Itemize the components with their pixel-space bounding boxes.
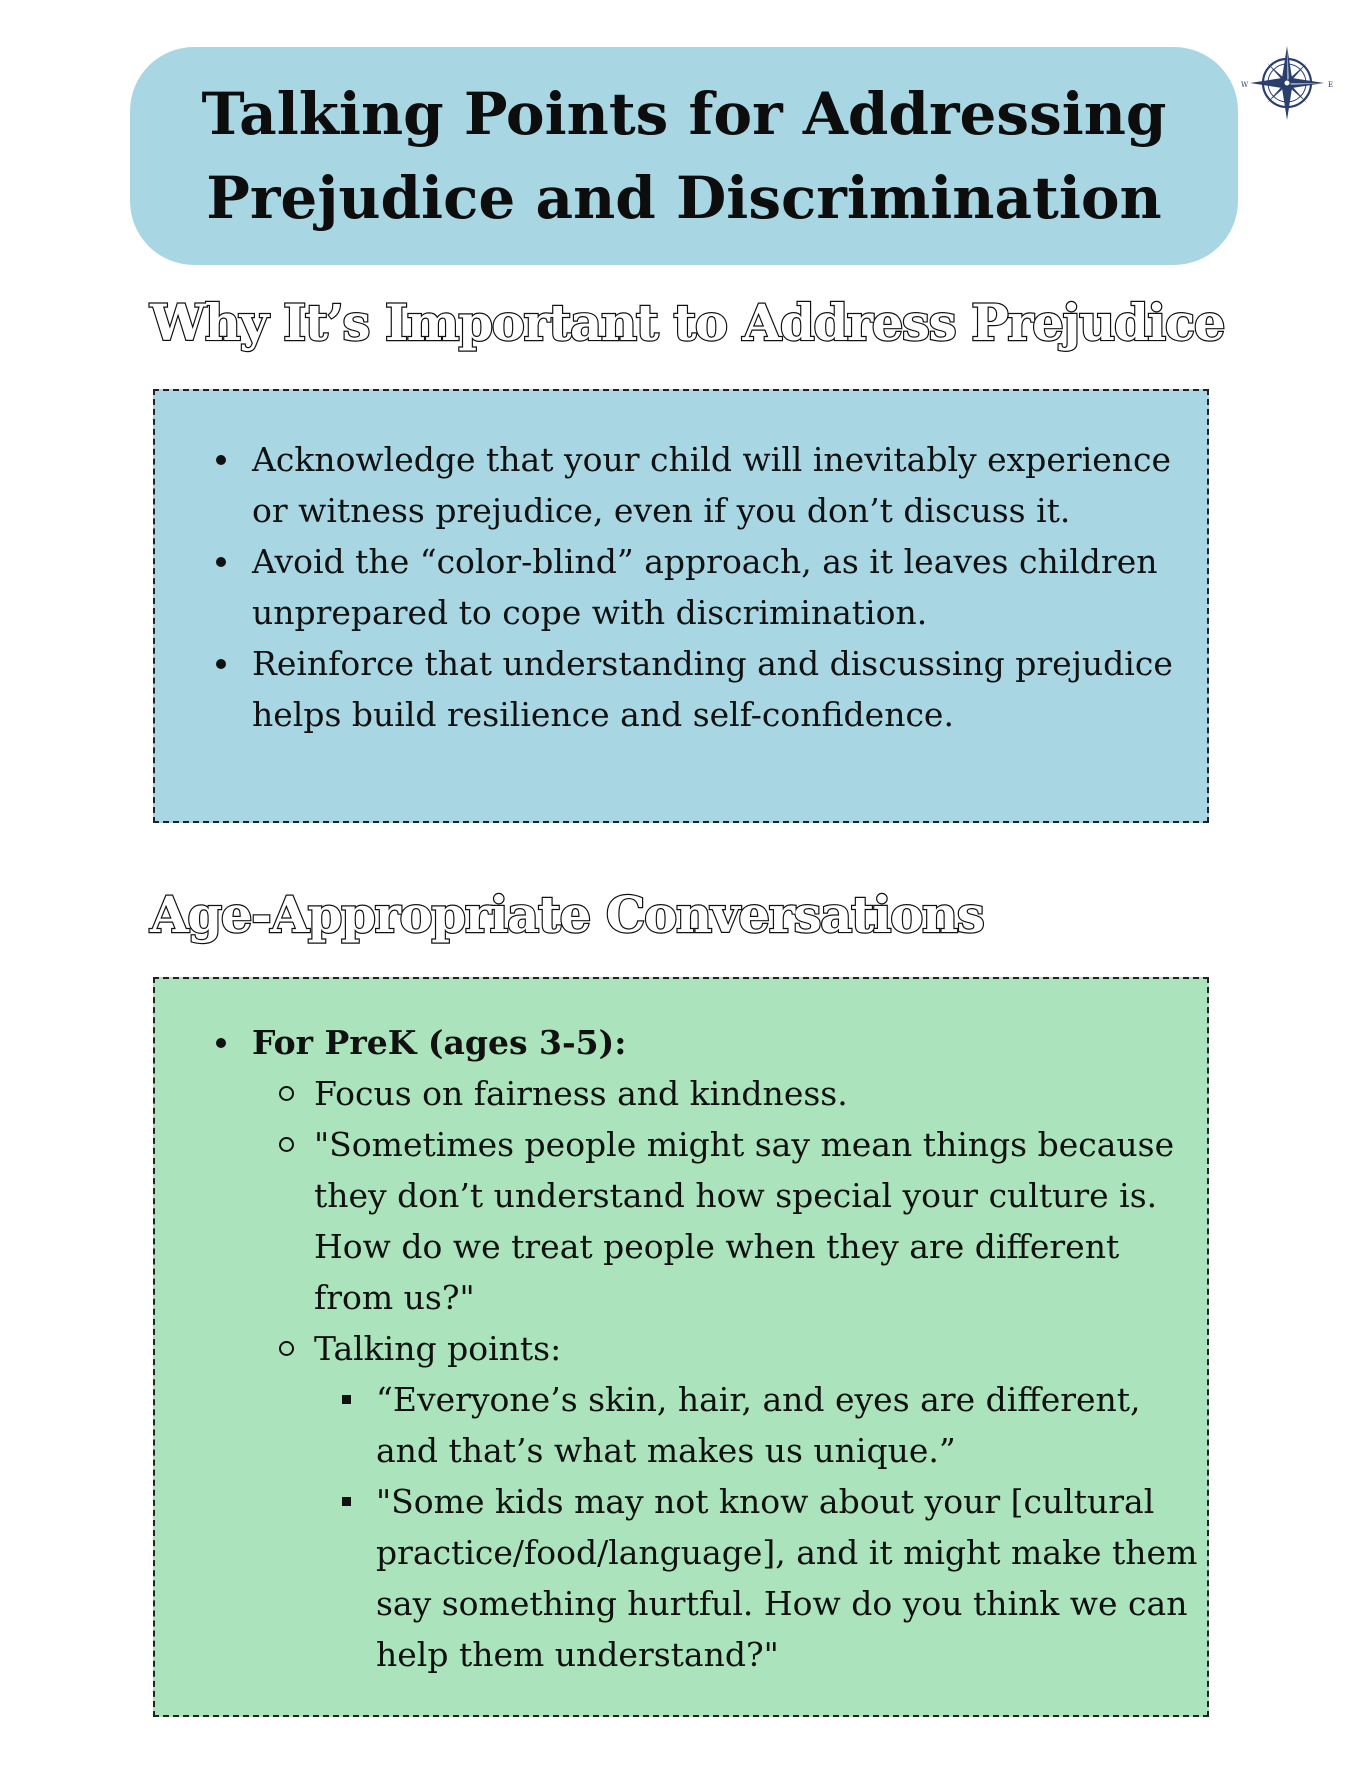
list-item-talking-points [314,1323,1207,1680]
compass-east-label: E [1328,81,1334,89]
title-banner [130,47,1238,265]
list-item: “Everyone’s skin, hair, and eyes are different, and that’s what makes us unique.” [376,1374,1207,1476]
list-item-prek [252,1017,1207,1680]
page-title-line-2: Prejudice and Discrimination [206,164,1162,232]
list-item: Focus on fairness and kindness. [314,1068,1207,1119]
age-appropriate-box [153,977,1209,1717]
compass-west-label: W [1241,81,1249,89]
list-item: Acknowledge that your child will inevitably experience or witness prejudice, even if you don’t discuss it. [252,434,1207,536]
talking-points-list [314,1374,1207,1680]
prek-label: For PreK (ages 3-5): [252,1023,627,1062]
age-appropriate-list [155,1017,1207,1680]
list-item: Avoid the “color-blind” approach, as it leaves children unprepared to cope with discrimination. [252,536,1207,638]
compass-rose-icon [1232,28,1342,138]
prek-sub-list [252,1068,1207,1680]
why-important-list [155,434,1207,740]
list-item: "Sometimes people might say mean things because they don’t understand how special your culture is. How do we treat people when they are different from us?" [314,1119,1207,1323]
list-item: Reinforce that understanding and discussing prejudice helps build resilience and self-confidence. [252,638,1207,740]
section-heading-why: Why It’s Important to Address Prejudice [150,293,1225,352]
why-important-box [153,389,1209,823]
section-heading-age: Age-Appropriate Conversations [150,885,984,944]
list-item: "Some kids may not know about your [cultural practice/food/language], and it might make them say something hurtful. How do you think we can help them understand?" [376,1476,1207,1680]
talking-points-label: Talking points: [314,1329,562,1368]
page-title-line-1: Talking Points for Addressing [201,80,1167,148]
